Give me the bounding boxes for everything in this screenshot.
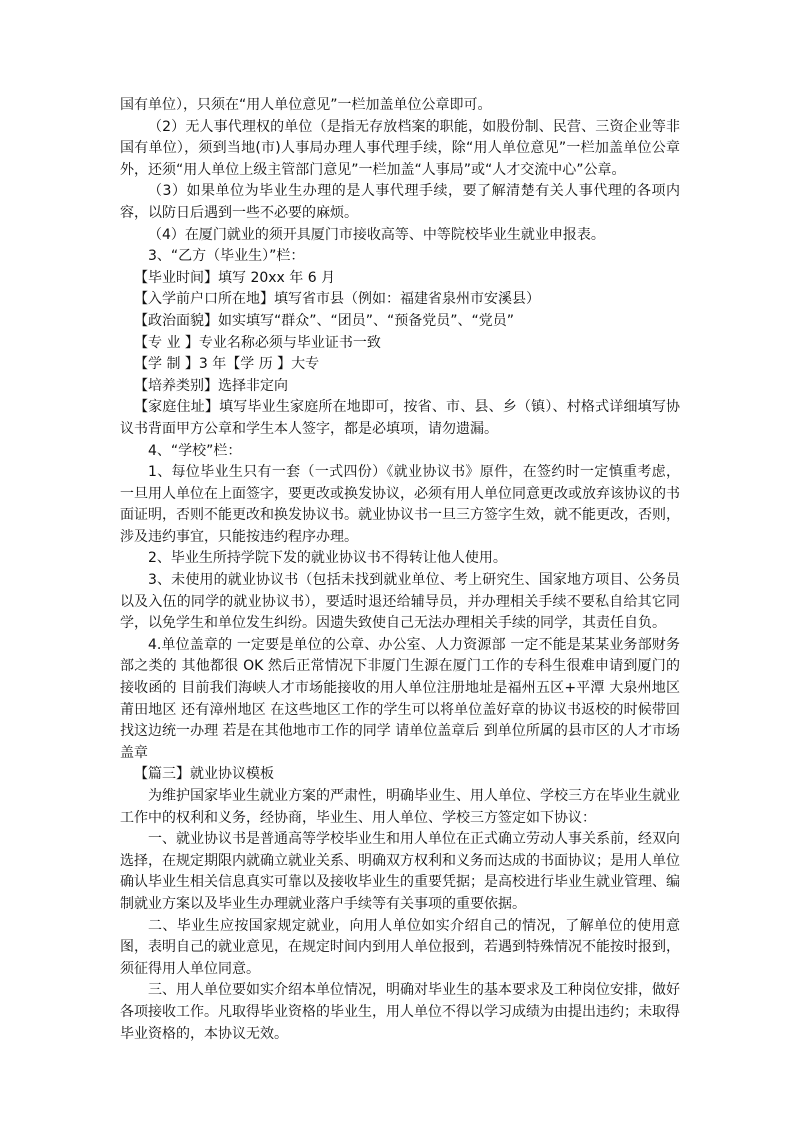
paragraph: （2）无人事代理权的单位（是指无存放档案的职能，如股份制、民营、三资企业等非国有单位），须到当地(市)人事局办理人事代理手续，除“用人单位意见”一栏加盖单位公章外，还须“用人单位上级主管部门意见”一栏加盖“人事局”或“人才交流中心”公章。 bbox=[120, 118, 680, 178]
section-title: 【篇三】就业协议模板 bbox=[134, 766, 274, 783]
paragraph: 2、毕业生所持学院下发的就业协议书不得转让他人使用。 bbox=[148, 550, 507, 567]
field-line: 【毕业时间】填写 20xx 年 6 月 bbox=[134, 269, 336, 286]
field-line: 【入学前户口所在地】填写省市县（例如：福建省泉州市安溪县） bbox=[134, 291, 540, 308]
paragraph: 三、用人单位要如实介绍本单位情况，明确对毕业生的基本要求及工种岗位安排，做好各项接收工作。凡取得毕业资格的毕业生，用人单位不得以学习成绩为由提出违约；未取得毕业资格的，本协议无效。 bbox=[120, 982, 680, 1042]
field-line: 【学 制 】3 年【学 历 】大专 bbox=[134, 356, 320, 373]
field-line: 【培养类别】选择非定向 bbox=[134, 377, 288, 394]
paragraph: 一、就业协议书是普通高等学校毕业生和用人单位在正式确立劳动人事关系前，经双向选择，在规定期限内就确立就业关系、明确双方权利和义务而达成的书面协议；是用人单位确认毕业生相关信息真实可靠以及接收毕业生的重要凭据；是高校进行毕业生就业管理、编制就业方案以及毕业生办理就业落户手续等有关事项的重要依据。 bbox=[120, 831, 680, 912]
paragraph: 国有单位），只须在“用人单位意见”一栏加盖单位公章即可。 bbox=[120, 97, 492, 113]
paragraph: 1、每位毕业生只有一套（一式四份）《就业协议书》原件，在签约时一定慎重考虑，一旦用人单位在上面签字，要更改或换发协议，必须有用人单位同意更改或放弃该协议的书面证明，否则不能更改和换发协议书。就业协议书一旦三方签字生效，就不能更改，否则，涉及违约事宜，只能按违约程序办理。 bbox=[120, 464, 680, 545]
paragraph: 3、未使用的就业协议书（包括未找到就业单位、考上研究生、国家地方项目、公务员以及入伍的同学的就业协议书），要适时退还给辅导员，并办理相关手续不要私自给其它同学，以免学生和单位发生纠纷。因遗失致使自己无法办理相关手续的同学，其责任自负。 bbox=[120, 572, 680, 632]
paragraph: （4）在厦门就业的须开具厦门市接收高等、中等院校毕业生就业申报表。 bbox=[148, 226, 605, 243]
document-body bbox=[120, 95, 680, 1045]
paragraph: （3）如果单位为毕业生办理的是人事代理手续，要了解清楚有关人事代理的各项内容，以防日后遇到一些不必要的麻烦。 bbox=[120, 183, 680, 221]
section-heading: 3、“乙方（毕业生）”栏： bbox=[148, 248, 305, 265]
field-line: 【专 业 】专业名称必须与毕业证书一致 bbox=[134, 334, 381, 351]
section-heading: 4、“学校”栏： bbox=[148, 442, 242, 459]
field-line: 【家庭住址】填写毕业生家庭所在地即可，按省、市、县、乡（镇）、村格式详细填写协议书背面甲方公章和学生本人签字，都是必填项，请勿遗漏。 bbox=[120, 399, 680, 437]
paragraph: 4.单位盖章的 一定要是单位的公章、办公室、人力资源部 一定不能是某某业务部财务部之类的 其他都很 OK 然后正常情况下非厦门生源在厦门工作的专科生很难申请到厦门的接收函的 目前我们海峡人才市场能接收的用人单位注册地址是福州五区+平潭 大泉州地区 莆田地区 还有漳州地区 在这些地区工作的学生可以将单位盖好章的协议书返校的时候带回找这边统一办理 若是在其他地市工作的同学 请单位盖章后 到单位所属的县市区的人才市场盖章 bbox=[120, 636, 680, 761]
field-line: 【政治面貌】如实填写“群众”、“团员”、“预备党员”、“党员” bbox=[134, 312, 515, 329]
paragraph: 为维护国家毕业生就业方案的严肃性，明确毕业生、用人单位、学校三方在毕业生就业工作中的权利和义务，经协商，毕业生、用人单位、学校三方签定如下协议： bbox=[120, 788, 680, 826]
paragraph: 二、毕业生应按国家规定就业，向用人单位如实介绍自己的情况，了解单位的使用意图，表明自己的就业意见，在规定时间内到用人单位报到，若遇到特殊情况不能按时报到，须征得用人单位同意。 bbox=[120, 917, 680, 977]
